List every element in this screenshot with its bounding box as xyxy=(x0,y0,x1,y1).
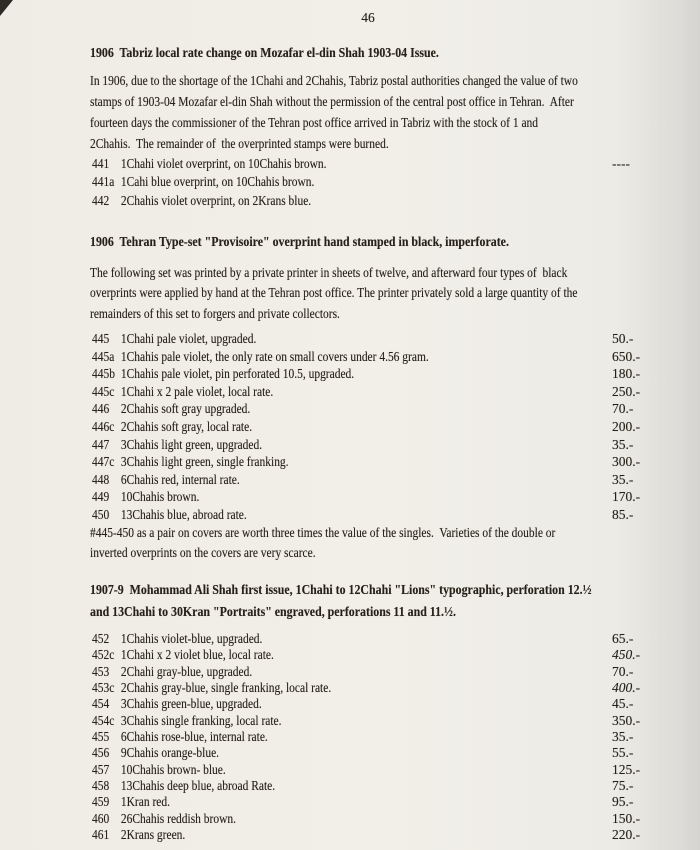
catalog-row xyxy=(92,418,641,437)
item-number: 445c xyxy=(92,383,115,399)
item-number: 459 xyxy=(92,794,110,810)
item-description: 2Chahis soft gray upgraded. xyxy=(120,401,251,417)
item-price: 65.- xyxy=(612,631,634,646)
catalog-row xyxy=(92,193,368,211)
paragraph-line: In 1906, due to the shortage of the 1Chahi and 2Chahis, Tabriz postal authorities changed the value of two xyxy=(90,73,578,88)
catalog-row xyxy=(92,366,641,384)
item-price: 250.- xyxy=(612,383,641,399)
catalog-row xyxy=(92,680,641,696)
paragraph-line: overprints were applied by hand at the Tehran post office. The printer privately sold a large quantity of the xyxy=(90,285,578,301)
heading-line: 1906 Tehran Type-set "Provisoire" overprint hand stamped in black, imperforate. xyxy=(90,235,509,250)
item-description: 10Chahis brown. xyxy=(120,489,200,505)
section-heading-tabriz xyxy=(90,43,500,64)
item-description: 3Chahis single franking, local rate. xyxy=(120,712,282,728)
item-description: 1Kran red. xyxy=(120,794,170,810)
item-price: 150.- xyxy=(612,810,641,826)
heading-line: and 13Chahi to 30Kran "Portraits" engraved, perforations 11 and 11.½. xyxy=(90,605,456,620)
item-description: 2Chahis violet overprint, on 2Krans blue. xyxy=(120,192,312,208)
item-price: 55.- xyxy=(612,745,634,761)
catalog-row xyxy=(92,454,641,472)
item-number: 454c xyxy=(92,712,115,728)
item-price: ---- xyxy=(612,156,630,171)
paragraph-line: #445-450 as a pair on covers are worth three times the value of the singles. Varieties of the double or xyxy=(90,525,556,540)
item-description: 2Chahis gray-blue, single franking, local rate. xyxy=(120,680,332,696)
section-heading-mohammad-ali xyxy=(90,580,680,624)
item-price: 75.- xyxy=(612,778,634,794)
catalog-row xyxy=(92,761,641,778)
item-price: 650.- xyxy=(612,348,641,364)
item-number: 454 xyxy=(92,696,110,712)
item-number: 450 xyxy=(92,506,110,522)
item-number: 441a xyxy=(92,174,115,190)
item-description: 1Cahi blue overprint, on 10Chahis brown. xyxy=(120,174,315,190)
catalog-row xyxy=(92,631,634,647)
item-price: 95.- xyxy=(612,794,634,810)
item-price: 125.- xyxy=(612,761,641,777)
item-number: 453c xyxy=(92,680,115,696)
item-description: 6Chahis rose-blue, internal rate. xyxy=(120,729,268,745)
catalog-row xyxy=(92,729,634,745)
item-price: 170.- xyxy=(612,489,641,505)
catalog-row xyxy=(92,331,634,349)
item-price: 35.- xyxy=(612,471,634,487)
item-price: 450.- xyxy=(612,647,641,663)
item-number: 456 xyxy=(92,745,110,761)
catalog-list-tehran xyxy=(92,331,641,525)
page-number: 46 xyxy=(361,10,375,25)
item-price: 220.- xyxy=(612,827,641,843)
item-number: 445a xyxy=(92,348,115,364)
catalog-list-mohammad-ali xyxy=(92,631,641,843)
item-number: 446 xyxy=(92,401,110,417)
catalog-row xyxy=(92,712,641,729)
paragraph-line: stamps of 1903-04 Mozafar el-din Shah without the permission of the central post office in Tehran. After xyxy=(90,94,574,109)
item-description: 1Chahis violet-blue, upgraded. xyxy=(120,631,263,646)
item-description: 1Chahi x 2 pale violet, local rate. xyxy=(120,383,274,399)
paragraph-tabriz xyxy=(90,70,664,154)
catalog-row xyxy=(92,647,641,663)
heading-line: 1907-9 Mohammad Ali Shah first issue, 1Chahi to 12Chahi "Lions" typographic, perforation 12.½ xyxy=(90,583,592,598)
catalog-row xyxy=(92,810,641,827)
item-number: 460 xyxy=(92,810,110,826)
item-description: 1Chahis pale violet, the only rate on small covers under 4.56 gram. xyxy=(120,348,429,364)
item-price: 35.- xyxy=(612,436,634,452)
item-price: 35.- xyxy=(612,729,634,745)
item-description: 10Chahis brown- blue. xyxy=(120,761,226,777)
item-description: 2Chahis soft gray, local rate. xyxy=(120,418,253,434)
item-number: 457 xyxy=(92,761,110,777)
item-description: 26Chahis reddish brown. xyxy=(120,810,236,826)
item-number: 453 xyxy=(92,663,110,679)
paragraph-line: inverted overprints on the covers are very scarce. xyxy=(90,545,316,560)
catalog-row xyxy=(92,745,634,761)
item-number: 458 xyxy=(92,778,110,794)
item-number: 452 xyxy=(92,631,110,646)
item-description: 13Chahis deep blue, abroad Rate. xyxy=(120,778,276,794)
item-price: 45.- xyxy=(612,696,634,712)
item-description: 2Chahi gray-blue, upgraded. xyxy=(120,663,253,679)
item-description: 6Chahis red, internal rate. xyxy=(120,471,240,487)
catalog-row xyxy=(92,794,634,810)
item-price: 350.- xyxy=(612,712,641,728)
item-number: 448 xyxy=(92,471,110,487)
item-price: 200.- xyxy=(612,418,641,434)
item-number: 441 xyxy=(92,156,110,171)
item-price: 70.- xyxy=(612,663,634,679)
paragraph-line: 2Chahis. The remainder of the overprinted stamps were burned. xyxy=(90,136,389,151)
catalog-row xyxy=(92,471,634,490)
item-number: 442 xyxy=(92,192,110,208)
catalog-row xyxy=(92,778,634,794)
item-number: 446c xyxy=(92,418,115,434)
item-price: 400.- xyxy=(612,680,641,696)
paragraph-line: fourteen days the commissioner of the Tehran post office arrived in Tabriz with the stock of 1 and xyxy=(90,115,539,130)
item-price: 85.- xyxy=(612,506,634,522)
catalog-row xyxy=(92,436,634,455)
item-number: 455 xyxy=(92,729,110,745)
paragraph-line: remainders of this set to forgers and private collectors. xyxy=(90,305,340,321)
item-description: 1Chahi x 2 violet blue, local rate. xyxy=(120,647,274,663)
item-number: 447 xyxy=(92,436,110,452)
catalog-row xyxy=(92,827,641,843)
note-paragraph xyxy=(90,523,637,563)
catalog-row xyxy=(92,663,634,680)
item-number: 449 xyxy=(92,489,110,505)
catalog-row xyxy=(92,506,634,525)
item-price: 180.- xyxy=(612,366,641,382)
item-price: 70.- xyxy=(612,401,634,417)
paragraph-line: The following set was printed by a private printer in sheets of twelve, and afterward four types of black xyxy=(90,265,568,280)
heading-line: 1906 Tabriz local rate change on Mozafar el-din Shah 1903-04 Issue. xyxy=(90,46,439,61)
item-price: 50.- xyxy=(612,331,634,346)
item-description: 1Chahi pale violet, upgraded. xyxy=(120,331,257,346)
item-number: 461 xyxy=(92,827,110,843)
item-description: 3Chahis light green, upgraded. xyxy=(120,436,263,452)
item-description: 3Chahis green-blue, upgraded. xyxy=(120,696,262,712)
catalog-row xyxy=(92,401,634,419)
item-number: 445 xyxy=(92,331,110,346)
item-number: 447c xyxy=(92,454,115,470)
item-description: 9Chahis orange-blue. xyxy=(120,745,220,761)
item-description: 1Chahi violet overprint, on 10Chahis brown. xyxy=(120,156,327,171)
item-price: 300.- xyxy=(612,454,641,470)
item-description: 2Krans green. xyxy=(120,827,186,843)
section-heading-tehran xyxy=(90,232,583,253)
item-description: 13Chahis blue, abroad rate. xyxy=(120,506,247,522)
item-description: 3Chahis light green, single franking. xyxy=(120,454,289,470)
catalog-row xyxy=(92,696,634,712)
catalog-list-tabriz xyxy=(92,156,630,211)
catalog-row xyxy=(92,174,368,192)
catalog-row xyxy=(92,348,641,367)
paragraph-tehran xyxy=(90,263,664,324)
catalog-row xyxy=(92,489,641,507)
item-number: 452c xyxy=(92,647,115,663)
item-number: 445b xyxy=(92,366,115,382)
catalog-row xyxy=(92,383,641,402)
catalog-row xyxy=(92,156,630,174)
item-description: 1Chahis pale violet, pin perforated 10.5, upgraded. xyxy=(120,366,355,382)
